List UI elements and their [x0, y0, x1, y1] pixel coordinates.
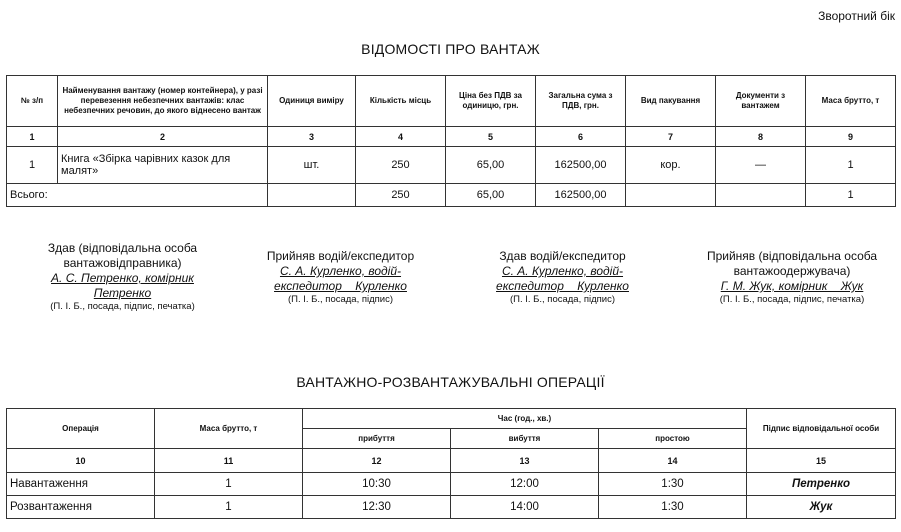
cargo-number-row: [7, 127, 896, 147]
signature-line: Г. М. Жук, комірник Жук: [720, 279, 864, 293]
cell-cargo-name: Книга «Збірка чарівних казок для малят»: [58, 147, 268, 184]
ops-header-arrival: прибуття: [303, 429, 451, 449]
column-number: 7: [626, 127, 716, 147]
column-number: 2: [58, 127, 268, 147]
cell-operation: Навантаження: [7, 473, 155, 496]
column-number: 14: [599, 449, 747, 473]
cell-unit: шт.: [268, 147, 356, 184]
ops-header-departure: вибуття: [451, 429, 599, 449]
signature-note: (П. І. Б., посада, підпис, печатка): [50, 301, 195, 312]
column-number: 8: [716, 127, 806, 147]
column-number: 13: [451, 449, 599, 473]
signature-line: А. С. Петренко, комірник: [51, 271, 194, 285]
signature-note: (П. І. Б., посада, підпис): [287, 294, 394, 305]
signature-block-consignee: [692, 249, 892, 306]
signature-title: Здав (відповідальна особа: [47, 241, 198, 255]
signature-note: (П. І. Б., посада, підпис): [509, 294, 616, 305]
cargo-header: Ціна без ПДВ за одиницю, грн.: [446, 76, 536, 127]
cargo-header: Загальна сума з ПДВ, грн.: [536, 76, 626, 127]
signature-line: С. А. Курленко, водій-: [279, 264, 402, 278]
cargo-header: Одиниця виміру: [268, 76, 356, 127]
signature-line: С. А. Курленко, водій-: [501, 264, 624, 278]
signature-title: Прийняв водій/експедитор: [266, 249, 415, 263]
total-sum: 162500,00: [536, 184, 626, 207]
cell-index: 1: [7, 147, 58, 184]
reverse-side-label: Зворотний бік: [818, 9, 895, 23]
cargo-header: Маса брутто, т: [806, 76, 896, 127]
ops-header-sign: Підпис відповідальної особи: [747, 409, 896, 449]
column-number: 1: [7, 127, 58, 147]
column-number: 4: [356, 127, 446, 147]
signature-block-shipper: [20, 241, 225, 313]
cell-idle: 1:30: [599, 473, 747, 496]
ops-header-row: [7, 409, 896, 429]
cell-documents: —: [716, 147, 806, 184]
cell-mass: 1: [806, 147, 896, 184]
cell-departure: 12:00: [451, 473, 599, 496]
cell-sum: 162500,00: [536, 147, 626, 184]
signature-block-driver-delivered: [470, 249, 655, 306]
cargo-table: [6, 75, 896, 207]
table-row: [7, 496, 896, 519]
cell-departure: 14:00: [451, 496, 599, 519]
cell-mass: 1: [155, 496, 303, 519]
total-row: [7, 184, 896, 207]
ops-header-operation: Операція: [7, 409, 155, 449]
cell-arrival: 10:30: [303, 473, 451, 496]
cell-operation: Розвантаження: [7, 496, 155, 519]
total-places: 250: [356, 184, 446, 207]
cargo-header: № з/п: [7, 76, 58, 127]
column-number: 6: [536, 127, 626, 147]
signature-line: Петренко: [93, 286, 152, 300]
empty-cell: [716, 184, 806, 207]
column-number: 15: [747, 449, 896, 473]
empty-cell: [268, 184, 356, 207]
ops-header-time: Час (год., хв.): [303, 409, 747, 429]
signature-title: Здав водій/експедитор: [499, 249, 626, 263]
column-number: 9: [806, 127, 896, 147]
ops-header-idle: простою: [599, 429, 747, 449]
cell-signature: Петренко: [747, 473, 896, 496]
ops-number-row: [7, 449, 896, 473]
table-row: [7, 147, 896, 184]
operations-table: [6, 408, 896, 519]
empty-cell: [626, 184, 716, 207]
cargo-header-row: [7, 76, 896, 127]
column-number: 12: [303, 449, 451, 473]
ops-header-mass: Маса брутто, т: [155, 409, 303, 449]
signature-line: експедитор Курленко: [274, 279, 407, 293]
cell-arrival: 12:30: [303, 496, 451, 519]
cell-price: 65,00: [446, 147, 536, 184]
signature-title: Прийняв (відповідальна особа: [706, 249, 878, 263]
operations-title: ВАНТАЖНО-РОЗВАНТАЖУВАЛЬНІ ОПЕРАЦІЇ: [296, 374, 605, 390]
cargo-header: Вид пакування: [626, 76, 716, 127]
total-price: 65,00: [446, 184, 536, 207]
signature-note: (П. І. Б., посада, підпис, печатка): [719, 294, 865, 305]
cell-mass: 1: [155, 473, 303, 496]
column-number: 11: [155, 449, 303, 473]
total-label: Всього:: [7, 184, 268, 207]
signature-line: експедитор Курленко: [496, 279, 629, 293]
signature-title: вантажовідправника): [63, 256, 182, 270]
total-mass: 1: [806, 184, 896, 207]
column-number: 3: [268, 127, 356, 147]
cargo-title: ВІДОМОСТІ ПРО ВАНТАЖ: [361, 41, 540, 57]
table-row: [7, 473, 896, 496]
cell-idle: 1:30: [599, 496, 747, 519]
cargo-header: Найменування вантажу (номер контейнера), у разі перевезення небезпечних вантажів: клас небезпечних речовин, до якого віднесено вантаж: [58, 76, 268, 127]
signature-block-driver-received: [248, 249, 433, 306]
signature-title: вантажоодержувача): [733, 264, 851, 278]
cargo-header: Кількість місць: [356, 76, 446, 127]
cell-signature: Жук: [747, 496, 896, 519]
cargo-header: Документи з вантажем: [716, 76, 806, 127]
cell-places: 250: [356, 147, 446, 184]
cell-packaging: кор.: [626, 147, 716, 184]
column-number: 10: [7, 449, 155, 473]
column-number: 5: [446, 127, 536, 147]
